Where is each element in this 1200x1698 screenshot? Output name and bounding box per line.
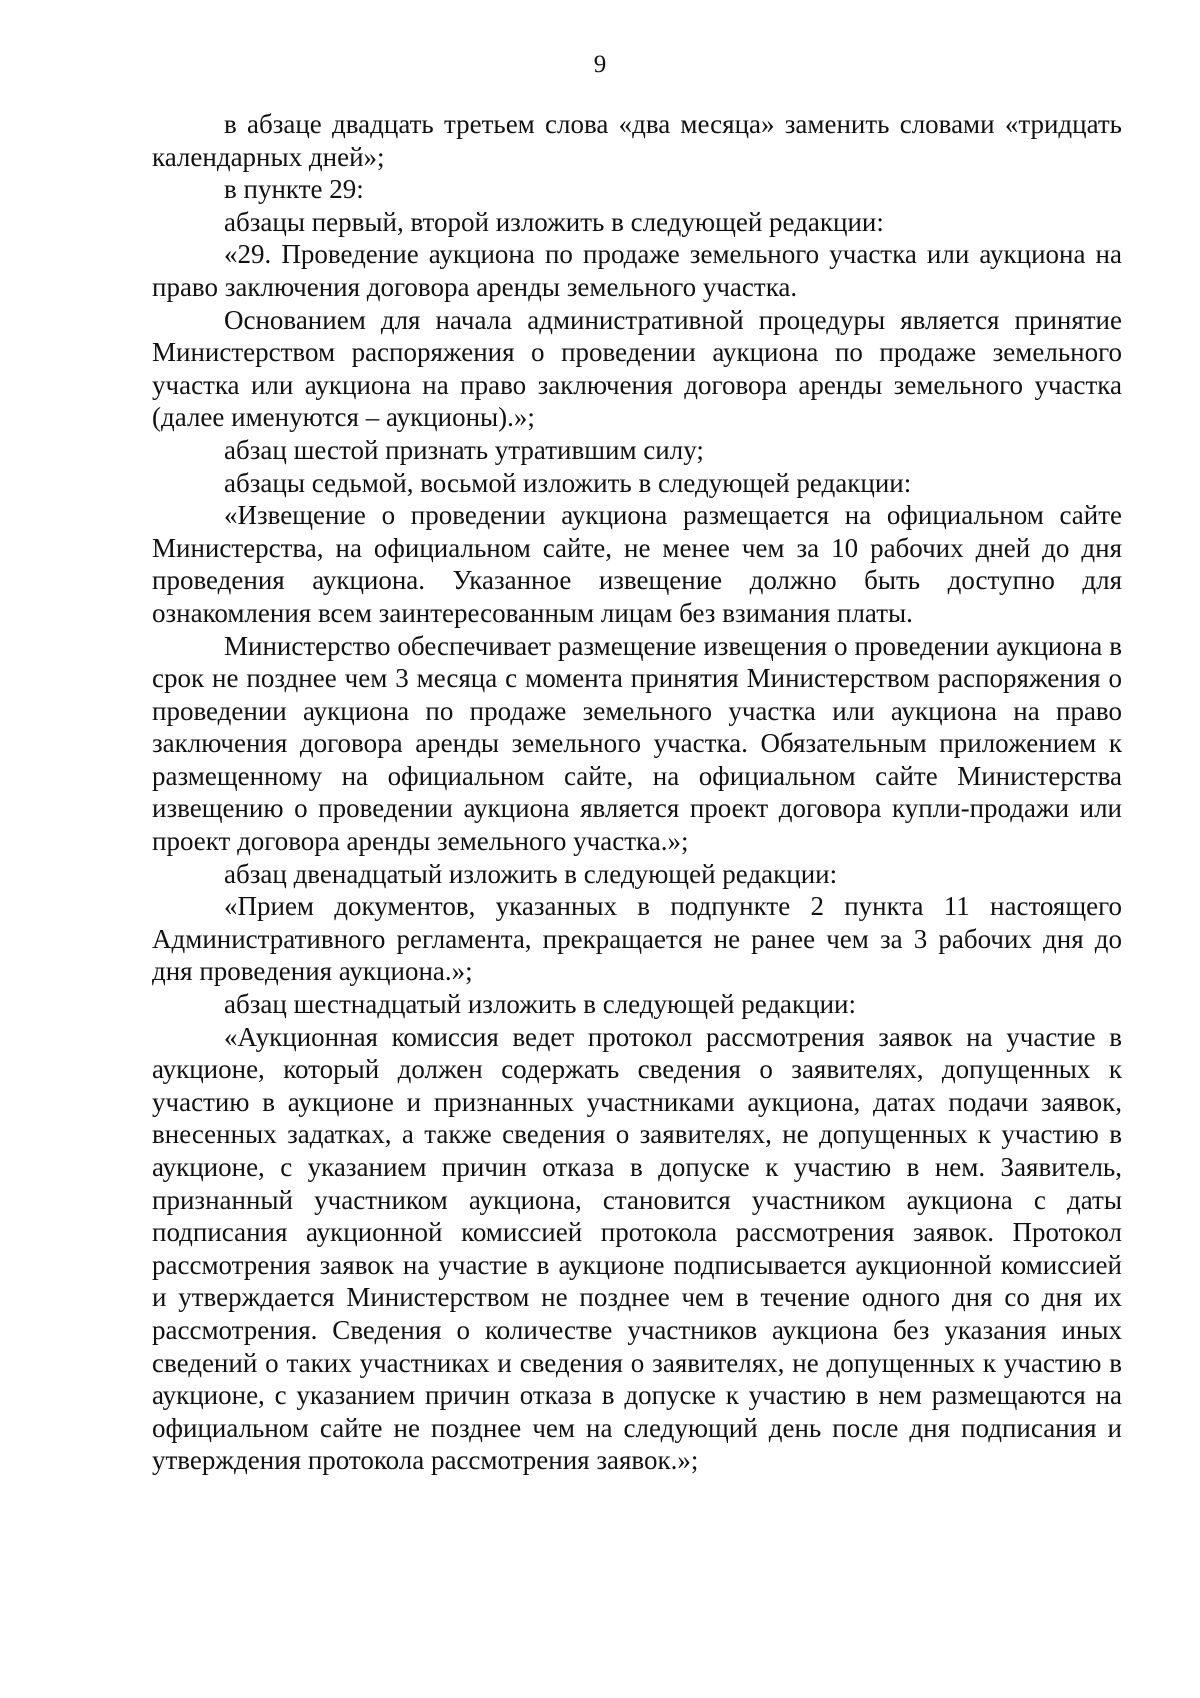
paragraph-12: абзац шестнадцатый изложить в следующей редакции: (224, 989, 857, 1020)
paragraph-11: «Прием документов, указанных в подпункте 2 пункта 11 настоящего Административного регламента, прекращается не ранее чем за 3 рабочих дня до дня проведения аукциона.»; (152, 891, 1122, 987)
paragraph-6: абзац шестой признать утратившим силу; (224, 434, 704, 465)
paragraph-9: Министерство обеспечивает размещение извещения о проведении аукциона в срок не позднее чем 3 месяца с момента принятия Министерством распоряжения о проведении аукциона по продаже земельного участка или аукциона на право заключения договора аренды земельного участка. Обязательным приложением к размещенному на официальном сайте, на официальном сайте Министерства извещению о проведении аукциона является проект договора купли-продажи или проект договора аренды земельного участка.»; (152, 630, 1122, 857)
paragraph-2: в пункте 29: (224, 174, 364, 205)
document-body (152, 108, 1122, 1477)
paragraph-5: Основанием для начала административной процедуры является принятие Министерством распоряжения о проведении аукциона по продаже земельного участка или аукциона на право заключения договора аренды земельного участка (далее именуются – аукционы).»; (152, 304, 1122, 433)
paragraph-13: «Аукционная комиссия ведет протокол рассмотрения заявок на участие в аукционе, который должен содержать сведения о заявителях, допущенных к участию в аукционе и признанных участниками аукциона, датах подачи заявок, внесенных задатках, а также сведения о заявителях, не допущенных к участию в аукционе, с указанием причин отказа в допуске к участию в нем. Заявитель, признанный участником аукциона, становится участником аукциона с даты подписания аукционной комиссией протокола рассмотрения заявок. Протокол рассмотрения заявок на участие в аукционе подписывается аукционной комиссией и утверждается Министерством не позднее чем в течение одного дня со дня их рассмотрения. Сведения о количестве участников аукциона без указания иных сведений о таких участниках и сведения о заявителях, не допущенных к участию в аукционе, с указанием причин отказа в допуске к участию в нем размещаются на официальном сайте не позднее чем на следующий день после дня подписания и утверждения протокола рассмотрения заявок.»; (152, 1021, 1122, 1476)
page-number: 9 (593, 51, 607, 78)
paragraph-1: в абзаце двадцать третьем слова «два месяца» заменить словами «тридцать календарных дней»; (152, 109, 1122, 172)
paragraph-8: «Извещение о проведении аукциона размещается на официальном сайте Министерства, на официальном сайте, не менее чем за 10 рабочих дней до дня проведения аукциона. Указанное извещение должно быть доступно для ознакомления всем заинтересованным лицам без взимания платы. (152, 500, 1122, 628)
paragraph-4: «29. Проведение аукциона по продаже земельного участка или аукциона на право заключения договора аренды земельного участка. (152, 239, 1122, 302)
paragraph-10: абзац двенадцатый изложить в следующей редакции: (224, 858, 838, 889)
paragraph-3: абзацы первый, второй изложить в следующей редакции: (224, 206, 884, 237)
paragraph-7: абзацы седьмой, восьмой изложить в следующей редакции: (224, 467, 912, 498)
